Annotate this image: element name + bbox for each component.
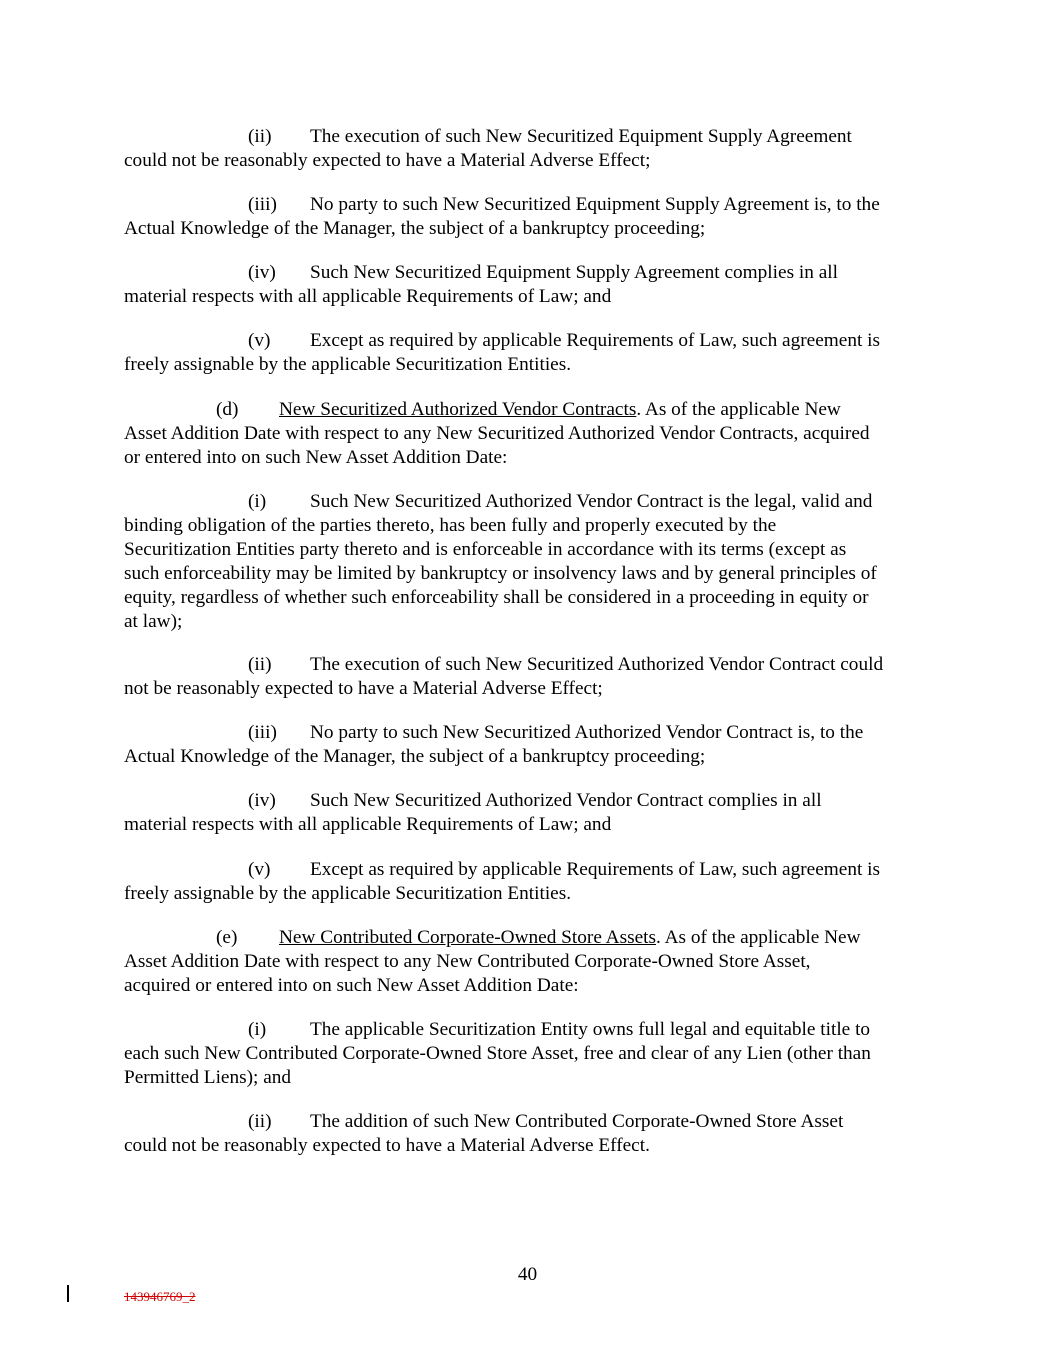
- paragraph: [124, 789, 934, 837]
- text-line: [124, 1066, 934, 1090]
- paragraph: [124, 1018, 934, 1090]
- line-text: . As of the applicable New: [656, 927, 861, 948]
- clause-text: [279, 398, 841, 422]
- line-text: freely assignable by the applicable Securitization Entities.: [124, 883, 572, 904]
- text-line: [124, 538, 934, 562]
- paragraph: [124, 261, 934, 309]
- clause-number: (i): [248, 1019, 267, 1040]
- paragraph: [124, 926, 934, 998]
- text-line: [124, 193, 934, 217]
- text-line: [124, 422, 934, 446]
- text-line: [124, 514, 934, 538]
- text-line: [124, 721, 934, 745]
- text-line: [124, 562, 934, 586]
- clause-text: [310, 653, 883, 677]
- line-text: equity, regardless of whether such enforceability shall be considered in a proceeding in equity or: [124, 587, 869, 608]
- line-text: Such New Securitized Authorized Vendor Contract complies in all: [310, 790, 822, 811]
- clause-text: [310, 1110, 843, 1134]
- text-line: [124, 745, 934, 769]
- line-text: or entered into on such New Asset Addition Date:: [124, 447, 508, 468]
- clause-number: (v): [248, 859, 271, 880]
- text-line: [124, 858, 934, 882]
- text-line: [124, 1018, 934, 1042]
- clause-text: [310, 858, 880, 882]
- clause-number: (d): [216, 399, 239, 420]
- section-heading: New Contributed Corporate-Owned Store Assets: [279, 927, 656, 948]
- line-text: Asset Addition Date with respect to any New Securitized Authorized Vendor Contracts, acquired: [124, 423, 870, 444]
- line-text: not be reasonably expected to have a Material Adverse Effect;: [124, 678, 603, 699]
- line-text: Actual Knowledge of the Manager, the subject of a bankruptcy proceeding;: [124, 746, 706, 767]
- paragraph: [124, 858, 934, 906]
- text-line: [124, 653, 934, 677]
- line-text: binding obligation of the parties thereto, has been fully and properly executed by the: [124, 515, 777, 536]
- text-line: [124, 353, 934, 377]
- line-text: Such New Securitized Authorized Vendor Contract is the legal, valid and: [310, 491, 873, 512]
- clause-number: (iii): [248, 722, 277, 743]
- line-text: such enforceability may be limited by bankruptcy or insolvency laws and by general principles of: [124, 563, 877, 584]
- clause-text: [310, 721, 863, 745]
- text-line: [124, 217, 934, 241]
- clause-number: (iv): [248, 790, 276, 811]
- clause-text: [310, 193, 880, 217]
- text-line: [124, 490, 934, 514]
- line-text: Asset Addition Date with respect to any New Contributed Corporate-Owned Store Asset,: [124, 951, 811, 972]
- document-id: 143946769_2: [124, 1289, 196, 1304]
- paragraph: [124, 653, 934, 701]
- paragraph: [124, 125, 934, 173]
- text-line: [124, 610, 934, 634]
- line-text: acquired or entered into on such New Asset Addition Date:: [124, 975, 579, 996]
- text-line: [124, 677, 934, 701]
- line-text: The execution of such New Securitized Equipment Supply Agreement: [310, 126, 852, 147]
- clause-text: [279, 926, 861, 950]
- clause-text: [310, 490, 872, 514]
- line-text: . As of the applicable New: [636, 399, 841, 420]
- line-text: Permitted Liens); and: [124, 1067, 292, 1088]
- line-text: could not be reasonably expected to have a Material Adverse Effect;: [124, 150, 651, 171]
- text-line: [124, 882, 934, 906]
- line-text: The applicable Securitization Entity owns full legal and equitable title to: [310, 1019, 871, 1040]
- text-line: [124, 329, 934, 353]
- text-line: [124, 149, 934, 173]
- line-text: Actual Knowledge of the Manager, the subject of a bankruptcy proceeding;: [124, 218, 706, 239]
- text-line: [124, 1042, 934, 1066]
- paragraph: [124, 490, 934, 634]
- page-number: 40: [517, 1264, 538, 1285]
- clause-text: [310, 329, 880, 353]
- line-text: freely assignable by the applicable Securitization Entities.: [124, 354, 572, 375]
- clause-number: (ii): [248, 126, 272, 147]
- clause-text: [310, 789, 822, 813]
- clause-number: (ii): [248, 654, 272, 675]
- clause-number: (iii): [248, 194, 277, 215]
- line-text: Except as required by applicable Requirements of Law, such agreement is: [310, 330, 881, 351]
- line-text: could not be reasonably expected to have a Material Adverse Effect.: [124, 1135, 650, 1156]
- text-line: [124, 813, 934, 837]
- change-bar: [67, 1285, 69, 1302]
- clause-number: (ii): [248, 1111, 272, 1132]
- line-text: The addition of such New Contributed Corporate-Owned Store Asset: [310, 1111, 844, 1132]
- text-line: [124, 789, 934, 813]
- section-heading: New Securitized Authorized Vendor Contracts: [279, 399, 637, 420]
- text-line: [124, 285, 934, 309]
- text-line: [124, 586, 934, 610]
- text-line: [124, 926, 934, 950]
- paragraph: [124, 329, 934, 377]
- clause-text: [310, 125, 852, 149]
- paragraph: [124, 193, 934, 241]
- line-text: Securitization Entities party thereto and is enforceable in accordance with its terms (except as: [124, 539, 847, 560]
- text-line: [124, 446, 934, 470]
- line-text: No party to such New Securitized Equipment Supply Agreement is, to the: [310, 194, 880, 215]
- line-text: Such New Securitized Equipment Supply Agreement complies in all: [310, 262, 838, 283]
- text-line: [124, 950, 934, 974]
- text-line: [124, 1134, 934, 1158]
- paragraph: [124, 398, 934, 470]
- clause-text: [310, 1018, 870, 1042]
- text-line: [124, 1110, 934, 1134]
- text-line: [124, 125, 934, 149]
- paragraph: [124, 721, 934, 769]
- text-line: [124, 974, 934, 998]
- line-text: Except as required by applicable Requirements of Law, such agreement is: [310, 859, 881, 880]
- text-line: [124, 398, 934, 422]
- clause-text: [310, 261, 838, 285]
- line-text: each such New Contributed Corporate-Owned Store Asset, free and clear of any Lien (other than: [124, 1043, 871, 1064]
- clause-number: (v): [248, 330, 271, 351]
- clause-number: (i): [248, 491, 267, 512]
- clause-number: (iv): [248, 262, 276, 283]
- line-text: material respects with all applicable Requirements of Law; and: [124, 814, 612, 835]
- text-line: [124, 261, 934, 285]
- line-text: material respects with all applicable Requirements of Law; and: [124, 286, 612, 307]
- clause-number: (e): [216, 927, 238, 948]
- paragraph: [124, 1110, 934, 1158]
- line-text: The execution of such New Securitized Authorized Vendor Contract could: [310, 654, 884, 675]
- line-text: at law);: [124, 611, 183, 632]
- line-text: No party to such New Securitized Authorized Vendor Contract is, to the: [310, 722, 864, 743]
